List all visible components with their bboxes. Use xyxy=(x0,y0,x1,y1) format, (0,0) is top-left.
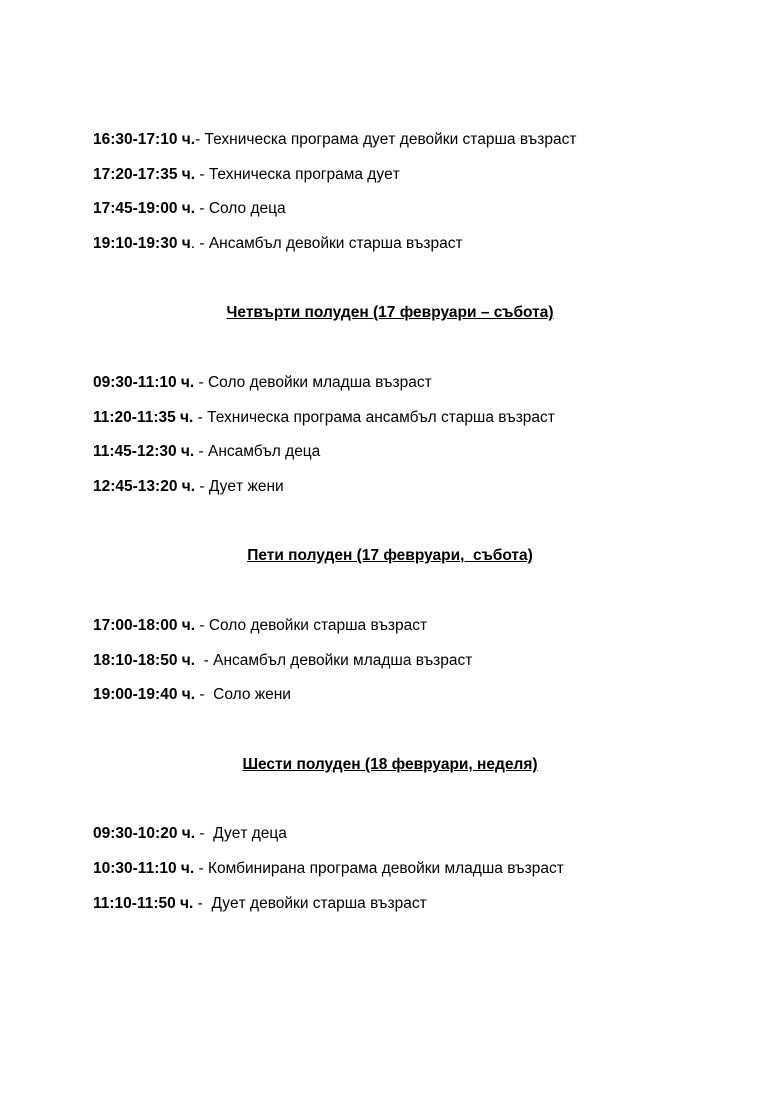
schedule-description: . - Ансамбъл девойки старша възраст xyxy=(190,235,463,252)
schedule-item xyxy=(93,651,472,671)
schedule-description: - Соло девойки младша възраст xyxy=(194,374,432,391)
schedule-description: - Соло девойки старша възраст xyxy=(195,617,428,634)
schedule-item xyxy=(93,442,320,462)
schedule-item xyxy=(93,199,286,219)
schedule-time: 09:30-11:10 ч. xyxy=(93,374,195,391)
schedule-description: - Техническа програма дуeт xyxy=(195,166,400,183)
schedule-description: - Ансамбъл деца xyxy=(194,443,321,460)
schedule-time: 11:45-12:30 ч. xyxy=(93,443,195,460)
section-heading-sixth-half-day: Шести полуден (18 февруари, неделя) xyxy=(242,756,538,773)
schedule-description: - Ансамбъл девойки младша възраст xyxy=(195,652,473,669)
schedule-description: - Соло деца xyxy=(195,200,286,217)
section-heading-fourth-half-day: Четвърти полуден (17 февруари – събота) xyxy=(226,304,554,321)
schedule-time: 17:00-18:00 ч. xyxy=(93,617,196,634)
schedule-item xyxy=(93,165,400,185)
schedule-time: 19:10-19:30 ч xyxy=(93,235,191,252)
schedule-description: - Дуeт деца xyxy=(195,825,287,842)
schedule-description: - Соло жени xyxy=(195,686,291,703)
schedule-item xyxy=(93,894,427,914)
schedule-item xyxy=(93,859,564,879)
schedule-time: 17:20-17:35 ч. xyxy=(93,166,196,183)
schedule-time: 12:45-13:20 ч. xyxy=(93,478,196,495)
schedule-item xyxy=(93,234,463,254)
schedule-item xyxy=(93,408,555,428)
schedule-time: 11:20-11:35 ч. xyxy=(93,409,194,426)
schedule-item xyxy=(93,130,576,150)
schedule-description: - Техническа програма ансамбъл старша възраст xyxy=(193,409,555,426)
schedule-item xyxy=(93,685,291,705)
schedule-time: 09:30-10:20 ч. xyxy=(93,825,196,842)
schedule-item xyxy=(93,477,284,497)
schedule-time: 18:10-18:50 ч. xyxy=(93,652,196,669)
schedule-description: - Комбинирана програма девойки младша възраст xyxy=(194,860,564,877)
schedule-description: - Дуeт жени xyxy=(195,478,284,495)
schedule-item xyxy=(93,824,287,844)
schedule-time: 10:30-11:10 ч. xyxy=(93,860,195,877)
schedule-time: 19:00-19:40 ч. xyxy=(93,686,196,703)
schedule-item xyxy=(93,373,432,393)
section-heading-fifth-half-day: Пети полуден (17 февруари, събота) xyxy=(247,547,533,564)
schedule-description: - Дуeт девойки старша възраст xyxy=(193,895,427,912)
schedule-time: 11:10-11:50 ч. xyxy=(93,895,194,912)
schedule-description: - Техническа програма дуeт девойки старша възраст xyxy=(195,131,577,148)
schedule-time: 17:45-19:00 ч. xyxy=(93,200,196,217)
schedule-item xyxy=(93,616,427,636)
schedule-time: 16:30-17:10 ч. xyxy=(93,131,196,148)
